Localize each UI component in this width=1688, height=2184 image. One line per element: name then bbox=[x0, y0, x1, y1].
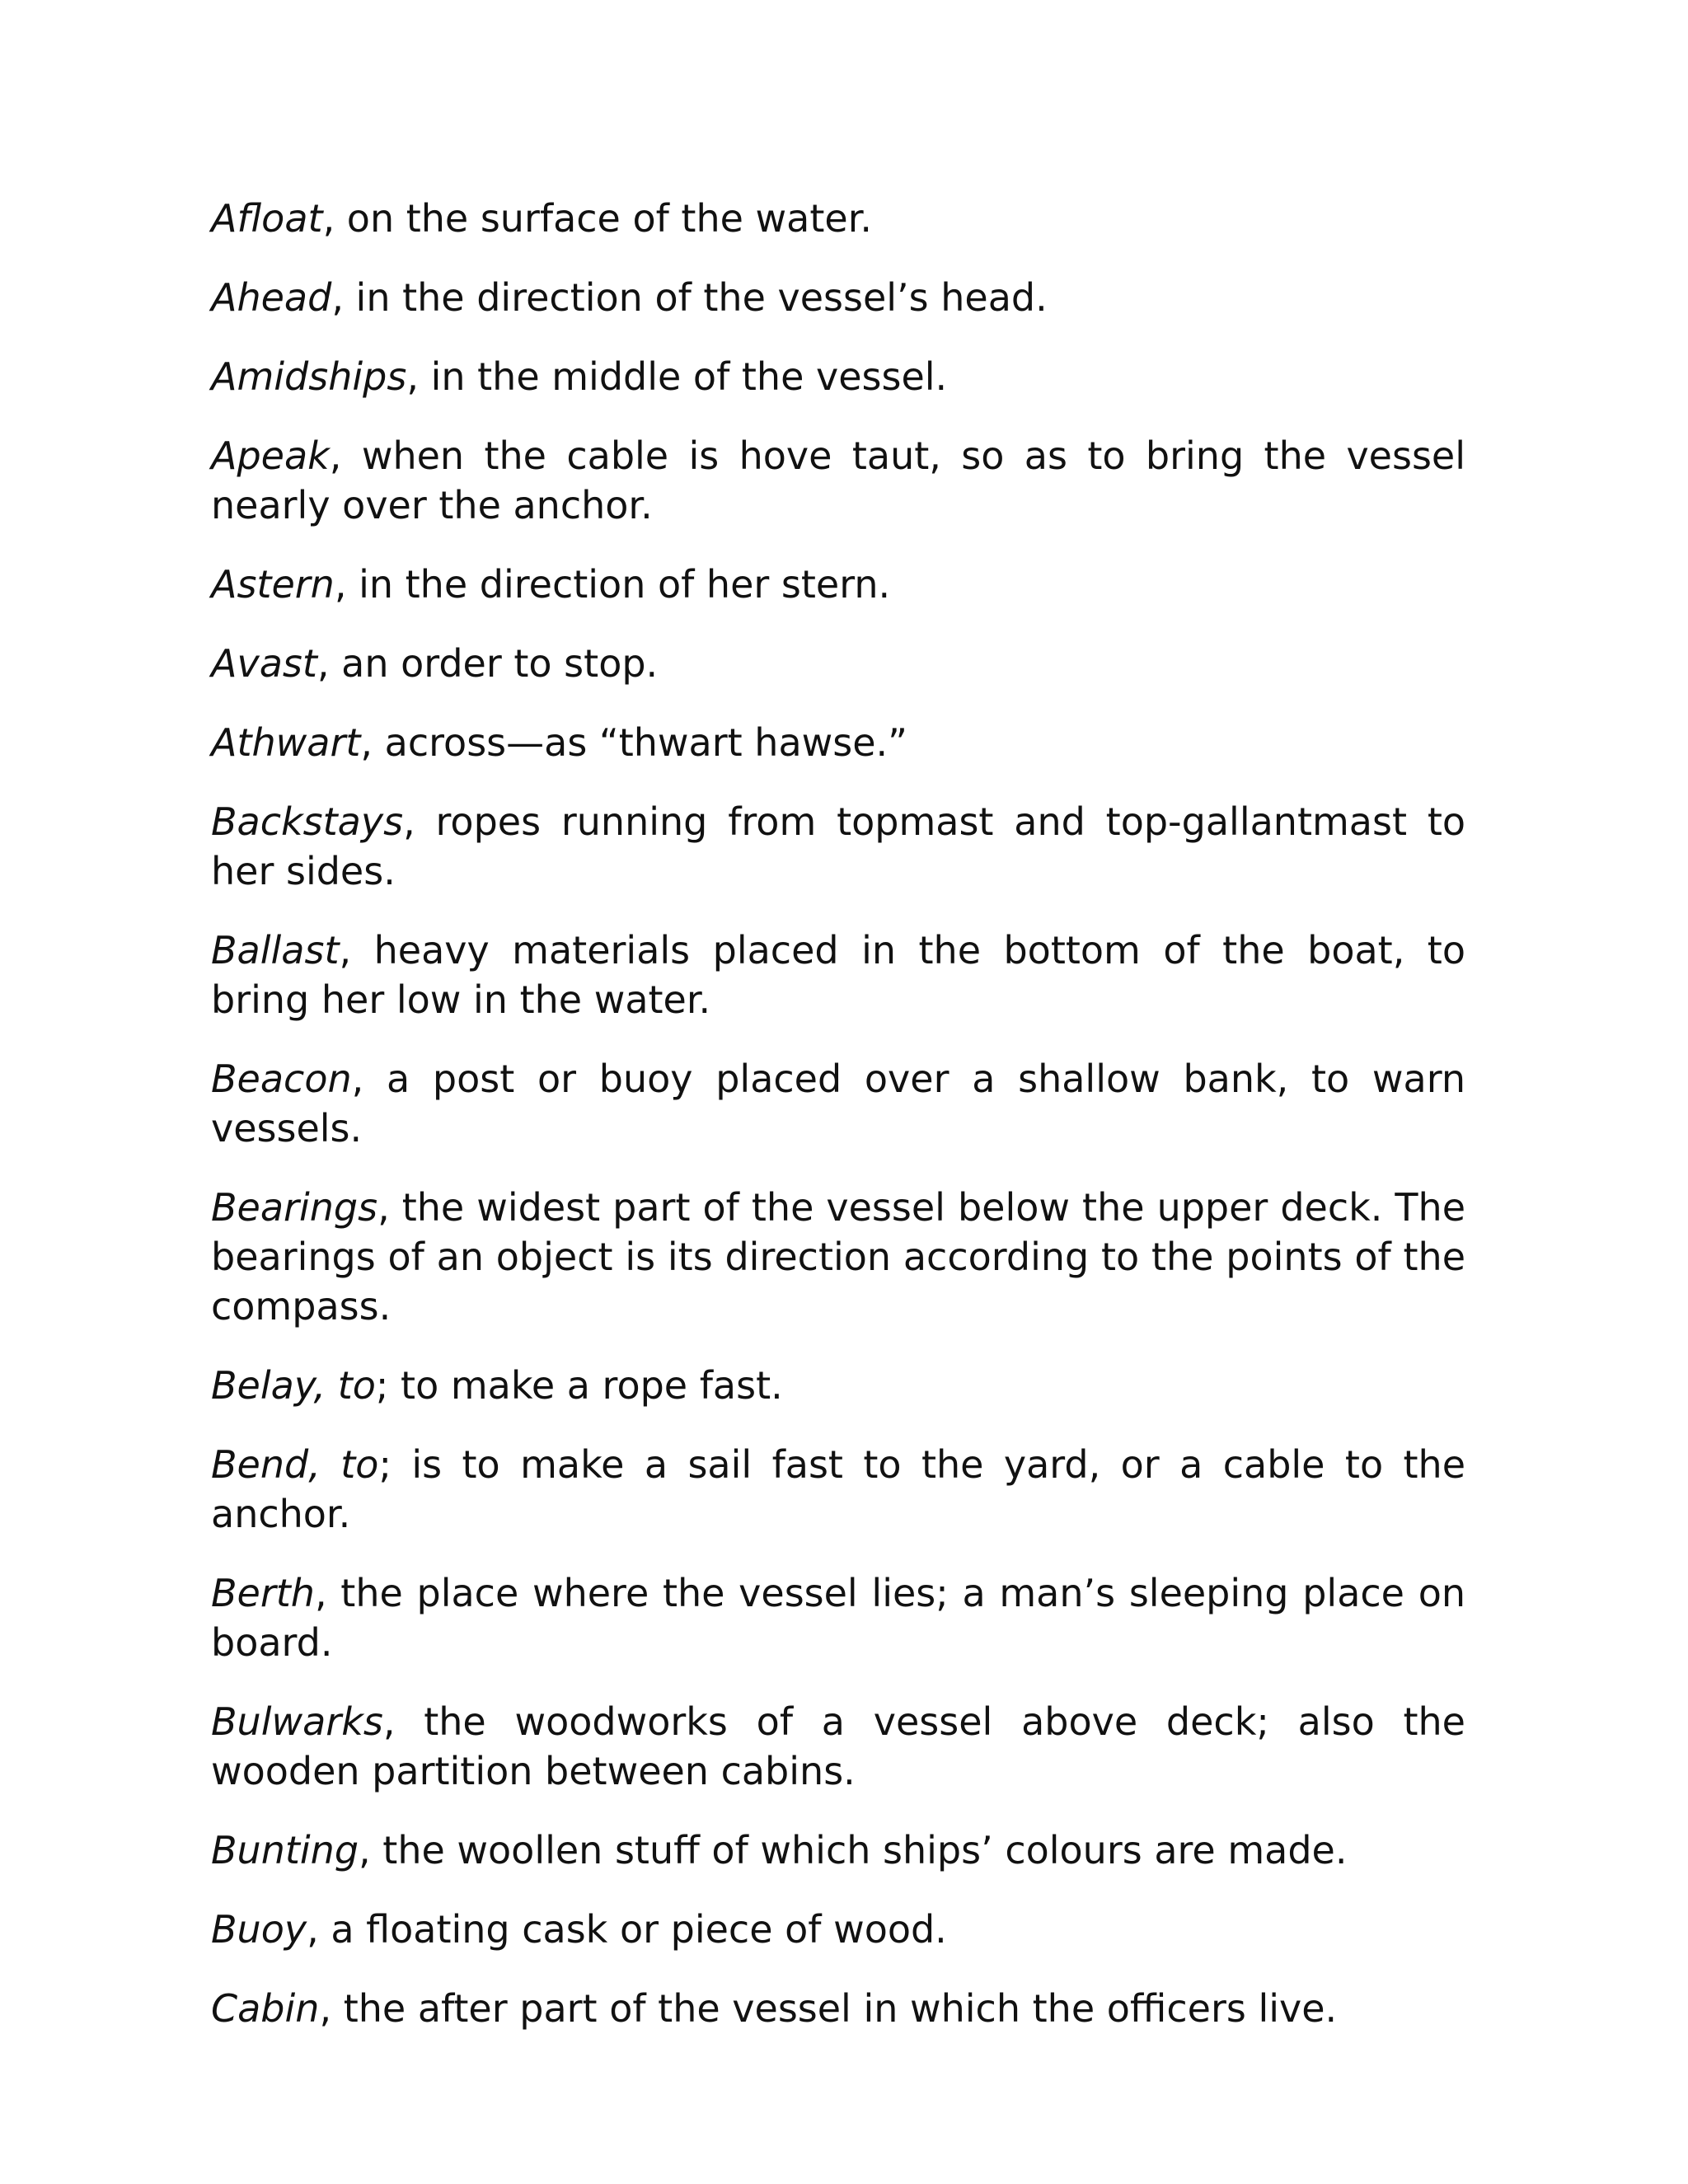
glossary-entry bbox=[211, 431, 1465, 530]
entry-separator: , bbox=[382, 1699, 396, 1744]
entry-separator: , bbox=[339, 928, 352, 972]
entry-definition: the woodworks of a vessel above deck; also the wooden partition between cabins. bbox=[211, 1699, 1465, 1793]
glossary-entry bbox=[211, 1361, 1465, 1410]
entry-definition: a floating cask or piece of wood. bbox=[318, 1907, 947, 1952]
entry-definition: in the direction of her stern. bbox=[346, 562, 891, 607]
entry-separator: ; bbox=[375, 1363, 389, 1408]
entry-separator: , bbox=[351, 1057, 364, 1101]
entry-term: Avast bbox=[211, 641, 317, 686]
glossary-entry bbox=[211, 718, 1465, 767]
entry-term: Afloat bbox=[211, 196, 323, 241]
glossary-entry bbox=[211, 1697, 1465, 1796]
entry-term: Apeak bbox=[211, 434, 330, 478]
entry-separator: , bbox=[360, 720, 373, 765]
glossary-entry bbox=[211, 352, 1465, 401]
entry-separator: , bbox=[403, 799, 415, 844]
entry-separator: , bbox=[322, 196, 335, 241]
entry-term: Ahead bbox=[211, 275, 332, 320]
entry-term: Astern bbox=[211, 562, 335, 607]
entry-term: Backstays bbox=[211, 799, 404, 844]
glossary-entry bbox=[211, 1984, 1465, 2033]
entry-definition: in the middle of the vessel. bbox=[418, 354, 948, 399]
entry-term: Bend, to bbox=[211, 1442, 379, 1487]
entry-separator: , bbox=[316, 641, 330, 686]
glossary-entry bbox=[211, 1825, 1465, 1875]
entry-definition: the after part of the vessel in which the officers live. bbox=[331, 1986, 1338, 2031]
glossary-entry bbox=[211, 194, 1465, 243]
entry-separator: , bbox=[377, 1185, 390, 1230]
entry-definition: to make a rope fast. bbox=[388, 1363, 783, 1408]
entry-definition: across—as “thwart hawse.” bbox=[373, 720, 907, 765]
glossary-entry bbox=[211, 1568, 1465, 1667]
glossary-entry bbox=[211, 926, 1465, 1024]
entry-term: Berth bbox=[211, 1571, 315, 1615]
entry-term: Bearings bbox=[211, 1185, 378, 1230]
entry-definition: heavy materials placed in the bottom of the boat, to bring her low in the water. bbox=[211, 928, 1465, 1022]
entry-separator: , bbox=[329, 434, 342, 478]
entry-term: Ballast bbox=[211, 928, 340, 972]
entry-term: Buoy bbox=[211, 1907, 307, 1952]
entry-separator: , bbox=[334, 562, 347, 607]
glossary-entry bbox=[211, 273, 1465, 322]
entry-definition: a post or buoy placed over a shallow bank, to warn vessels. bbox=[211, 1057, 1465, 1151]
entry-definition: when the cable is hove taut, so as to bring the vessel nearly over the anchor. bbox=[211, 434, 1465, 527]
entry-term: Bunting bbox=[211, 1828, 359, 1872]
glossary-entry bbox=[211, 1440, 1465, 1539]
entry-term: Beacon bbox=[211, 1057, 352, 1101]
glossary-entry bbox=[211, 639, 1465, 688]
glossary-entry bbox=[211, 1054, 1465, 1153]
entry-definition: in the direction of the vessel’s head. bbox=[343, 275, 1048, 320]
entry-separator: , bbox=[359, 1828, 371, 1872]
entry-separator: , bbox=[314, 1571, 327, 1615]
entry-definition: an order to stop. bbox=[329, 641, 659, 686]
glossary-entry bbox=[211, 1905, 1465, 1954]
entry-term: Bulwarks bbox=[211, 1699, 383, 1744]
entry-separator: , bbox=[307, 1907, 319, 1952]
entry-definition: the place where the vessel lies; a man’s sleeping place on board. bbox=[211, 1571, 1465, 1665]
entry-definition: on the surface of the water. bbox=[335, 196, 873, 241]
glossary-entry bbox=[211, 1183, 1465, 1331]
entry-definition: the widest part of the vessel below the upper deck. The bearings of an object is its direction according to the points of the compass. bbox=[211, 1185, 1465, 1329]
glossary-page bbox=[211, 194, 1465, 2063]
entry-separator: , bbox=[406, 354, 419, 399]
entry-definition: the woollen stuff of which ships’ colours are made. bbox=[370, 1828, 1348, 1872]
entry-term: Cabin bbox=[211, 1986, 320, 2031]
entry-term: Amidships bbox=[211, 354, 407, 399]
glossary-entry bbox=[211, 797, 1465, 896]
entry-term: Belay, to bbox=[211, 1363, 376, 1408]
entry-definition: is to make a sail fast to the yard, or a cable to the anchor. bbox=[211, 1442, 1465, 1536]
entry-separator: , bbox=[331, 275, 344, 320]
entry-separator: ; bbox=[378, 1442, 392, 1487]
entry-term: Athwart bbox=[211, 720, 361, 765]
glossary-entry bbox=[211, 560, 1465, 609]
entry-definition: ropes running from topmast and top-gallantmast to her sides. bbox=[211, 799, 1465, 893]
entry-separator: , bbox=[319, 1986, 332, 2031]
